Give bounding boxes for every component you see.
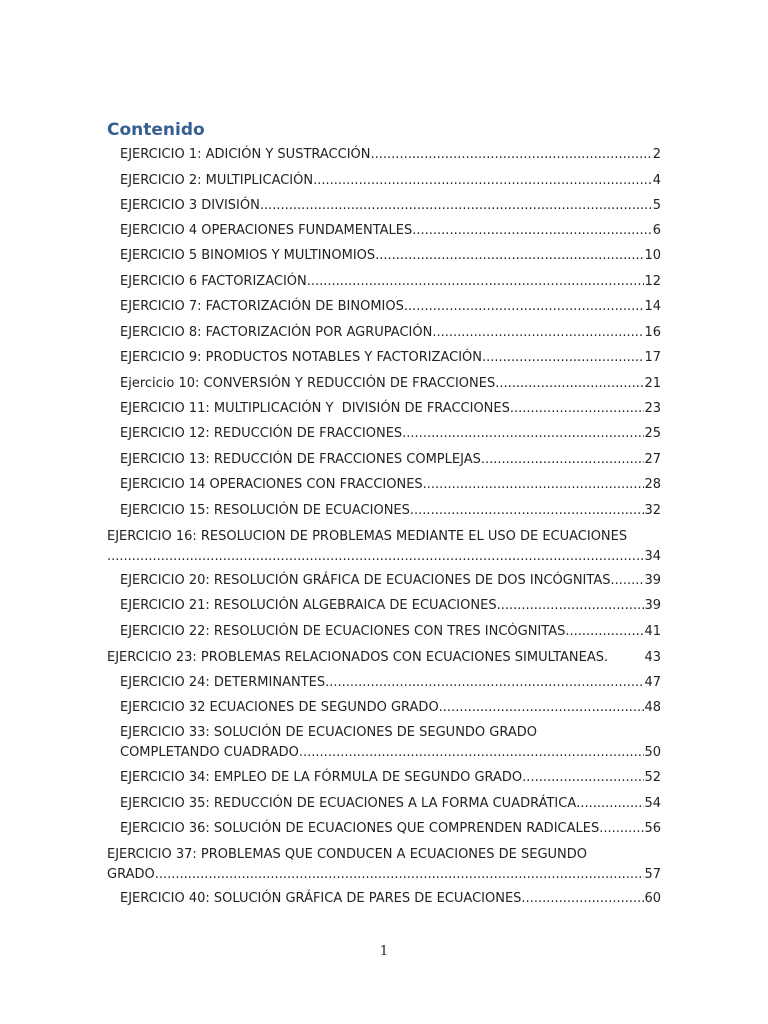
toc-leader bbox=[325, 673, 644, 693]
toc-entry-page: 52 bbox=[644, 770, 661, 785]
toc-heading: Contenido bbox=[107, 120, 205, 140]
toc-entry-title: EJERCICIO 37: PROBLEMAS QUE CONDUCEN A ECUACIONES DE SEGUNDO bbox=[107, 847, 588, 862]
toc-entry-page: 25 bbox=[644, 426, 661, 441]
toc-entry-page: 27 bbox=[644, 452, 661, 467]
toc-entry-title: EJERCICIO 3 DIVISIÓN bbox=[120, 198, 260, 213]
toc-entry[interactable] bbox=[120, 501, 661, 521]
toc-entry-title: EJERCICIO 33: SOLUCIÓN DE ECUACIONES DE SEGUNDO GRADO bbox=[120, 725, 538, 740]
toc-entry[interactable] bbox=[120, 246, 661, 266]
toc-entry-page: 60 bbox=[644, 891, 661, 906]
toc-entry[interactable] bbox=[120, 475, 661, 495]
toc-leader bbox=[313, 171, 653, 191]
toc-entry[interactable] bbox=[120, 221, 661, 241]
toc-entry-title: EJERCICIO 11: MULTIPLICACIÓN Y DIVISIÓN DE FRACCIONES bbox=[120, 401, 510, 416]
toc-entry[interactable] bbox=[120, 272, 661, 292]
toc-entry[interactable] bbox=[120, 323, 661, 343]
toc-entry[interactable] bbox=[120, 596, 661, 616]
toc-entry-page: 5 bbox=[652, 198, 661, 213]
toc-entry-page: 39 bbox=[644, 598, 661, 613]
toc-entry-page: 14 bbox=[644, 299, 661, 314]
toc-entry-title: EJERCICIO 14 OPERACIONES CON FRACCIONES bbox=[120, 477, 423, 492]
toc-entry-title: EJERCICIO 40: SOLUCIÓN GRÁFICA DE PARES DE ECUACIONES bbox=[120, 891, 522, 906]
toc-entry-page: 56 bbox=[644, 821, 661, 836]
toc-entry-page: 39 bbox=[644, 573, 661, 588]
toc-entry[interactable] bbox=[120, 196, 661, 216]
toc-leader bbox=[402, 424, 644, 444]
toc-entry-title: EJERCICIO 9: PRODUCTOS NOTABLES Y FACTORIZACIÓN bbox=[120, 350, 483, 365]
toc-leader bbox=[510, 399, 645, 419]
toc-leader bbox=[107, 547, 644, 567]
toc-entry-title: EJERCICIO 36: SOLUCIÓN DE ECUACIONES QUE COMPRENDEN RADICALES bbox=[120, 821, 600, 836]
toc-entry[interactable] bbox=[120, 424, 661, 444]
toc-entry[interactable] bbox=[120, 374, 661, 394]
toc-entry-title: EJERCICIO 2: MULTIPLICACIÓN bbox=[120, 173, 314, 188]
toc-leader bbox=[497, 596, 645, 616]
toc-entry[interactable] bbox=[107, 527, 661, 567]
toc-entry-title: EJERCICIO 21: RESOLUCIÓN ALGEBRAICA DE ECUACIONES bbox=[120, 598, 497, 613]
toc-entry-page: 4 bbox=[652, 173, 661, 188]
toc-entry-page: 43 bbox=[644, 650, 661, 665]
toc-entry-title: EJERCICIO 6 FACTORIZACIÓN bbox=[120, 274, 307, 289]
toc-entry-title: EJERCICIO 34: EMPLEO DE LA FÓRMULA DE SEGUNDO GRADO bbox=[120, 770, 523, 785]
toc-entry-title: EJERCICIO 13: REDUCCIÓN DE FRACCIONES COMPLEJAS bbox=[120, 452, 481, 467]
toc-entry[interactable] bbox=[120, 348, 661, 368]
toc-entry-page: 41 bbox=[644, 624, 661, 639]
toc-entry-title: EJERCICIO 22: RESOLUCIÓN DE ECUACIONES CON TRES INCÓGNITAS bbox=[120, 624, 566, 639]
toc-entry-page: 54 bbox=[644, 796, 661, 811]
toc-leader bbox=[432, 323, 644, 343]
toc-entry-page: 10 bbox=[644, 248, 661, 263]
toc-entry-title: EJERCICIO 35: REDUCCIÓN DE ECUACIONES A LA FORMA CUADRÁTICA bbox=[120, 796, 577, 811]
toc-leader bbox=[565, 622, 644, 642]
toc-leader bbox=[375, 246, 644, 266]
toc-entry[interactable] bbox=[120, 673, 661, 693]
toc-entry-title: EJERCICIO 5 BINOMIOS Y MULTINOMIOS bbox=[120, 248, 376, 263]
toc-entry[interactable] bbox=[107, 845, 661, 885]
toc-entry-page: 17 bbox=[644, 350, 661, 365]
toc-entry-title: EJERCICIO 15: RESOLUCIÓN DE ECUACIONES bbox=[120, 503, 410, 518]
toc-entry[interactable] bbox=[120, 297, 661, 317]
toc-leader bbox=[482, 348, 644, 368]
toc-entry-page: 12 bbox=[644, 274, 661, 289]
toc-entry-page: 47 bbox=[644, 675, 661, 690]
toc-entry-title: EJERCICIO 20: RESOLUCIÓN GRÁFICA DE ECUACIONES DE DOS INCÓGNITAS bbox=[120, 573, 611, 588]
toc-entry[interactable] bbox=[120, 145, 661, 165]
toc-leader bbox=[522, 768, 644, 788]
toc-leader bbox=[412, 221, 652, 241]
toc-entry-title: EJERCICIO 23: PROBLEMAS RELACIONADOS CON ECUACIONES SIMULTANEAS. bbox=[107, 650, 609, 665]
toc-entry[interactable] bbox=[120, 622, 661, 642]
toc-leader bbox=[299, 743, 645, 763]
toc-leader bbox=[576, 794, 644, 814]
toc-leader bbox=[495, 374, 644, 394]
toc-entry-title: EJERCICIO 12: REDUCCIÓN DE FRACCIONES bbox=[120, 426, 403, 441]
toc-leader bbox=[610, 571, 644, 591]
toc-entry[interactable] bbox=[120, 399, 661, 419]
toc-entry-page: 34 bbox=[644, 549, 661, 564]
toc-entry-page: 23 bbox=[644, 401, 661, 416]
toc-entry-page: 16 bbox=[644, 325, 661, 340]
toc-entry-title-cont: COMPLETANDO CUADRADO bbox=[120, 745, 299, 760]
toc-entry-page: 2 bbox=[652, 147, 661, 162]
toc-leader bbox=[410, 501, 645, 521]
toc-entry-title: Ejercicio 10: CONVERSIÓN Y REDUCCIÓN DE FRACCIONES bbox=[120, 376, 496, 391]
toc-entry-page: 28 bbox=[644, 477, 661, 492]
toc-leader bbox=[599, 819, 644, 839]
toc-entry[interactable] bbox=[120, 794, 661, 814]
toc-leader bbox=[521, 889, 644, 909]
toc-leader bbox=[481, 450, 645, 470]
toc-entry[interactable] bbox=[120, 171, 661, 191]
toc-entry[interactable] bbox=[120, 698, 661, 718]
toc-entry[interactable] bbox=[107, 648, 661, 668]
toc-entry-title: EJERCICIO 32 ECUACIONES DE SEGUNDO GRADO bbox=[120, 700, 439, 715]
toc-entry-page: 50 bbox=[644, 745, 661, 760]
toc-entry-page: 57 bbox=[644, 867, 661, 882]
toc-leader bbox=[307, 272, 645, 292]
toc-entry[interactable] bbox=[120, 889, 661, 909]
toc-leader bbox=[423, 475, 645, 495]
toc-entry-title: EJERCICIO 4 OPERACIONES FUNDAMENTALES bbox=[120, 223, 413, 238]
toc-entry-title: EJERCICIO 7: FACTORIZACIÓN DE BINOMIOS bbox=[120, 299, 404, 314]
toc-entry-title: EJERCICIO 16: RESOLUCION DE PROBLEMAS MEDIANTE EL USO DE ECUACIONES bbox=[107, 529, 628, 544]
toc-entry-page: 6 bbox=[652, 223, 661, 238]
toc-entry-page: 21 bbox=[644, 376, 661, 391]
page-number: 1 bbox=[379, 944, 389, 959]
toc-entry-title: EJERCICIO 8: FACTORIZACIÓN POR AGRUPACIÓN bbox=[120, 325, 433, 340]
toc-leader bbox=[439, 698, 645, 718]
toc-entry-title: EJERCICIO 1: ADICIÓN Y SUSTRACCIÓN bbox=[120, 147, 371, 162]
toc-entry-page: 48 bbox=[644, 700, 661, 715]
toc-entry[interactable] bbox=[120, 819, 661, 839]
toc-entry[interactable] bbox=[120, 571, 661, 591]
toc-entry-title: EJERCICIO 24: DETERMINANTES bbox=[120, 675, 326, 690]
toc-leader bbox=[404, 297, 645, 317]
toc-leader bbox=[155, 865, 645, 885]
toc-entry[interactable] bbox=[120, 723, 661, 763]
toc-leader bbox=[371, 145, 653, 165]
toc-entry[interactable] bbox=[120, 768, 661, 788]
toc-entry-title-cont: GRADO bbox=[107, 867, 155, 882]
toc-entry[interactable] bbox=[120, 450, 661, 470]
toc-leader bbox=[260, 196, 653, 216]
toc-entry-page: 32 bbox=[644, 503, 661, 518]
